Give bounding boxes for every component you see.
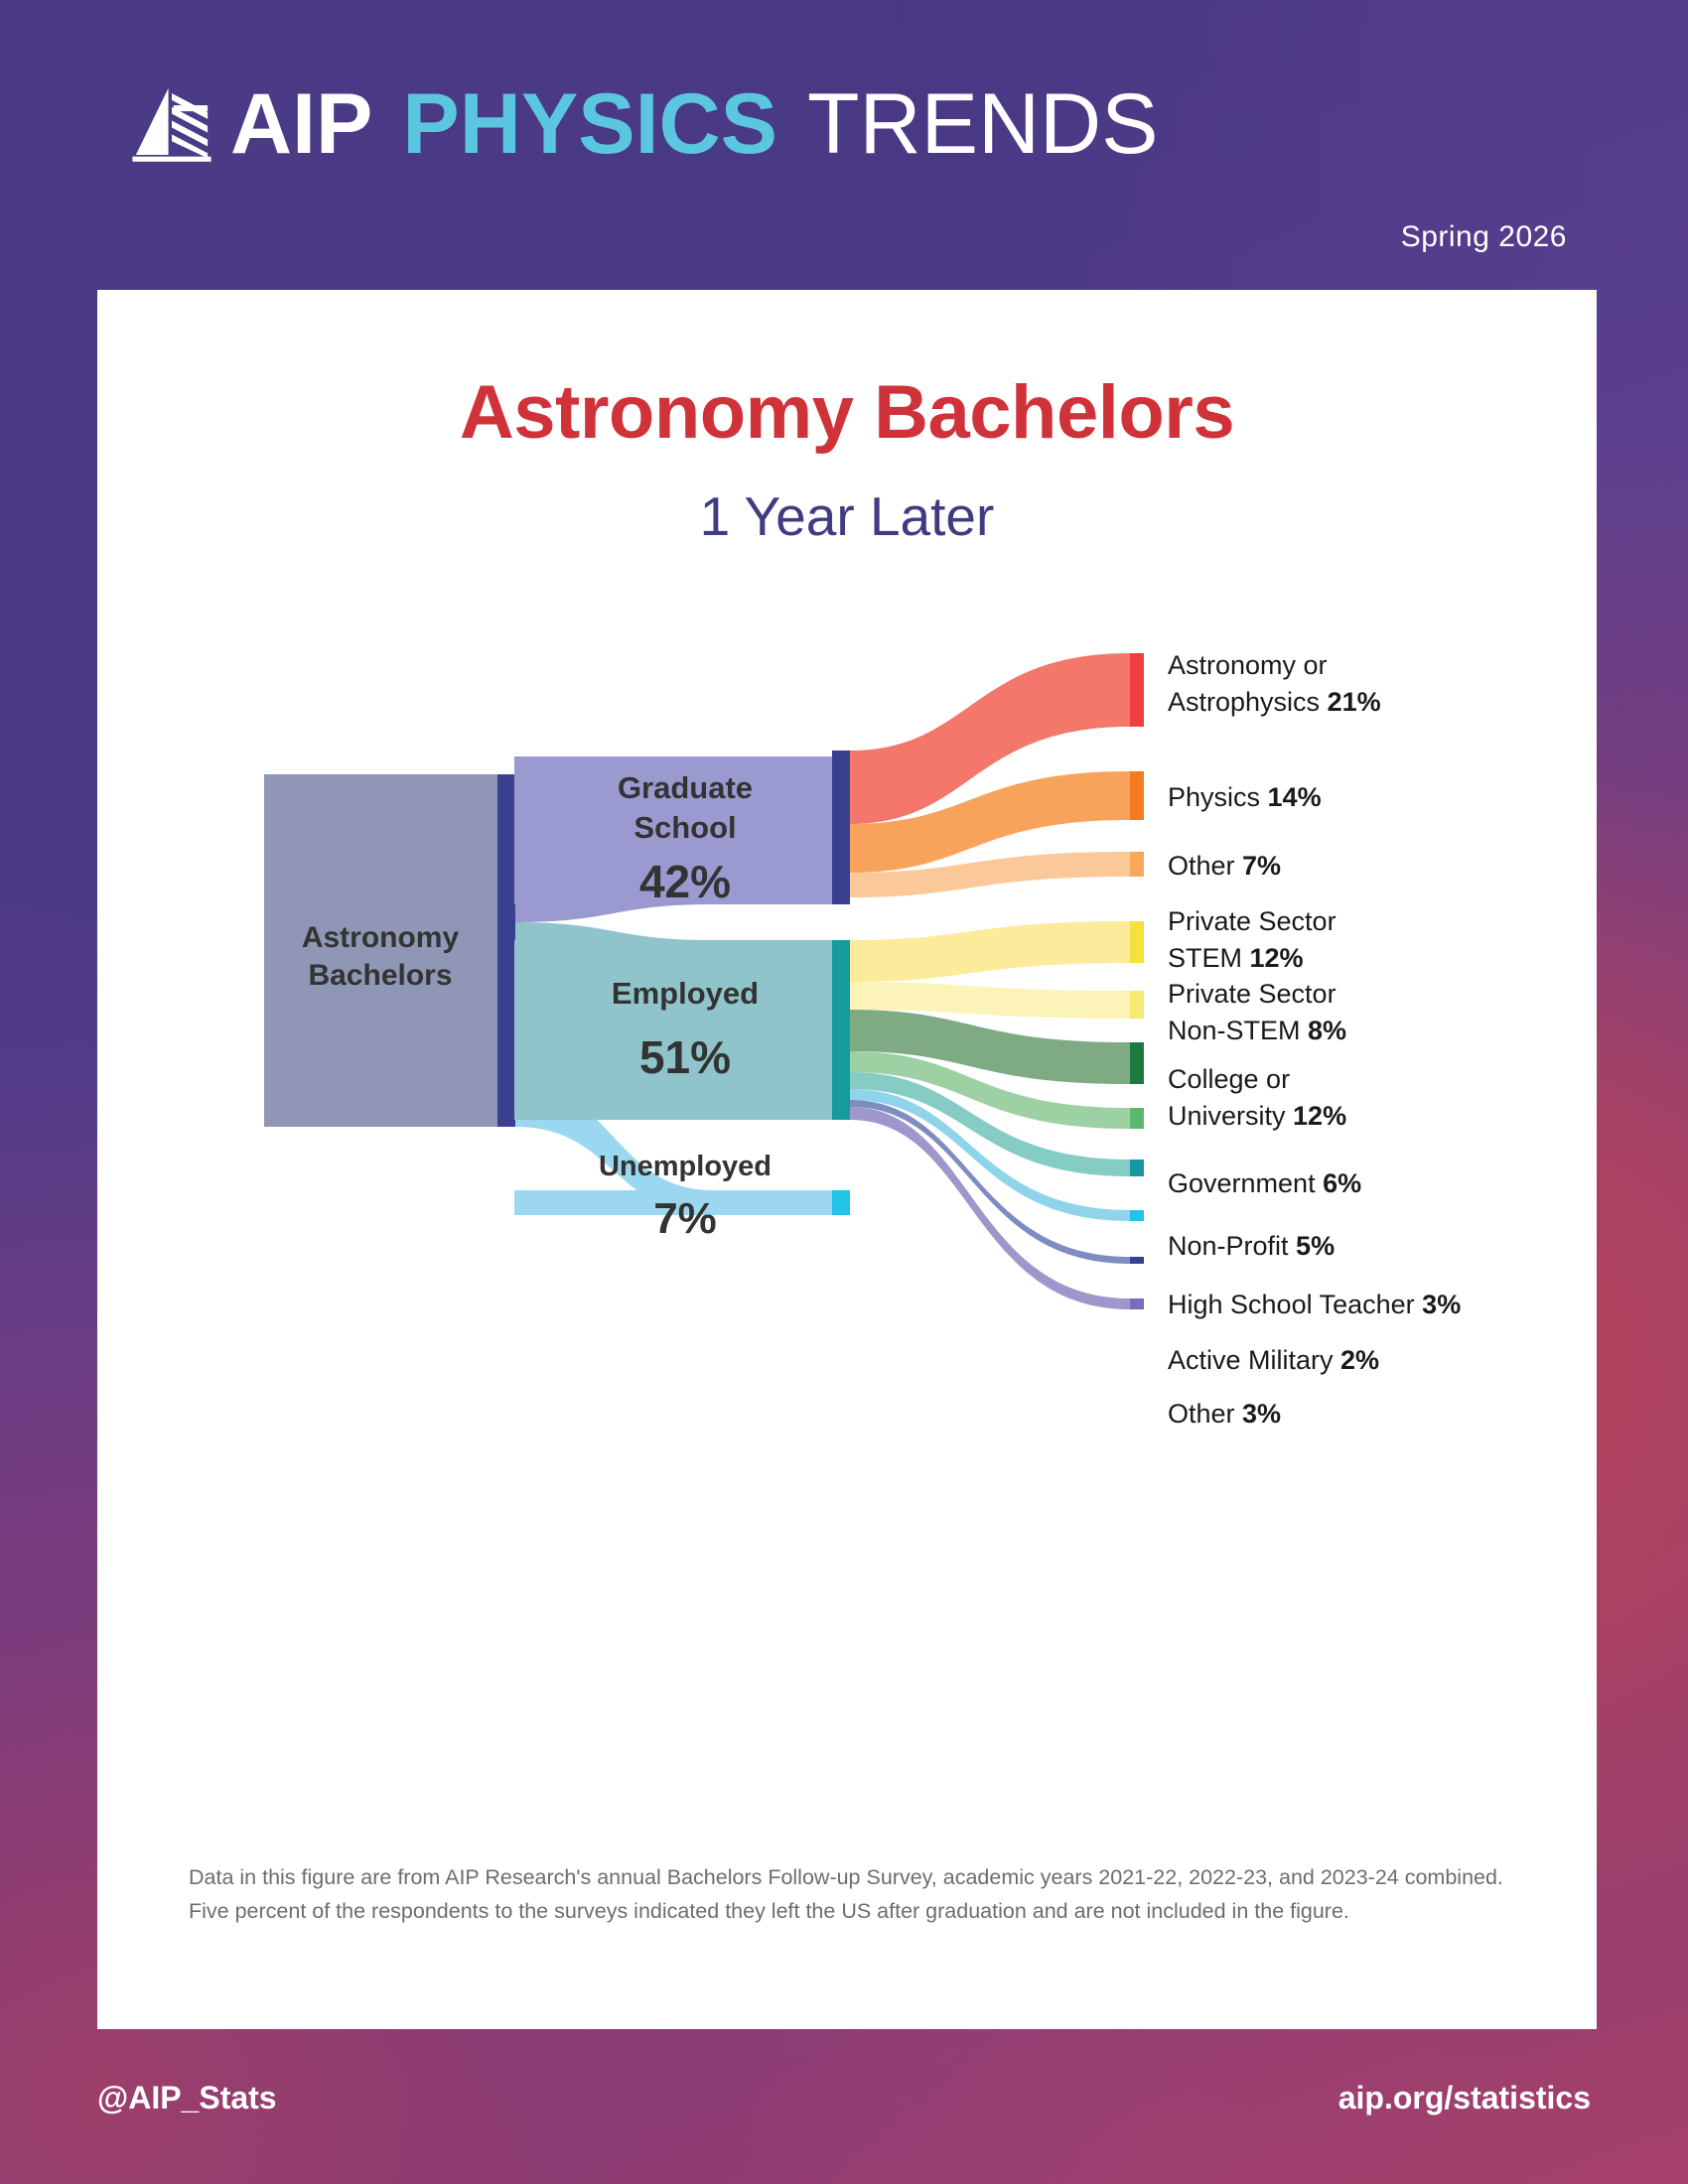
source-node-bar bbox=[497, 774, 515, 1127]
svg-text:Active Military 2%: Active Military 2% bbox=[1168, 1345, 1380, 1375]
outcome-bar-private-sector-stem bbox=[1130, 921, 1144, 963]
page-subtitle: 1 Year Later bbox=[699, 485, 995, 547]
page-title: Astronomy Bachelors bbox=[459, 370, 1235, 455]
outcome-bar-employed-other bbox=[1130, 1298, 1144, 1309]
employed-label-line1: Employed bbox=[611, 976, 760, 1011]
unemployed-node-bar bbox=[832, 1190, 850, 1215]
outcome-bar-private-sector-non-stem bbox=[1130, 991, 1144, 1019]
grad-school-pct: 42% bbox=[638, 856, 732, 907]
unemployed-pct: 7% bbox=[653, 1194, 717, 1243]
svg-text:Astrophysics 21%: Astrophysics 21% bbox=[1168, 687, 1381, 717]
svg-text:Astronomy or: Astronomy or bbox=[1168, 650, 1328, 680]
source-label-line2: Bachelors bbox=[308, 959, 453, 992]
outcome-bar-college-or-university bbox=[1130, 1042, 1144, 1084]
svg-text:Non-STEM 8%: Non-STEM 8% bbox=[1168, 1016, 1347, 1045]
source-label-line1: Astronomy bbox=[301, 921, 460, 954]
svg-text:STEM 12%: STEM 12% bbox=[1168, 943, 1304, 973]
employed-pct: 51% bbox=[638, 1031, 732, 1083]
outcome-label-college-or-university bbox=[1168, 1064, 1346, 1131]
website-link[interactable]: aip.org/statistics bbox=[1337, 2080, 1591, 2116]
grad-school-label-line1: Graduate bbox=[617, 770, 754, 805]
svg-text:Private Sector: Private Sector bbox=[1168, 906, 1336, 936]
svg-text:High School Teacher 3%: High School Teacher 3% bbox=[1168, 1290, 1462, 1319]
svg-text:College or: College or bbox=[1168, 1064, 1291, 1094]
unemployed-label-line1: Unemployed bbox=[598, 1151, 773, 1182]
outcome-label-active-military bbox=[1168, 1345, 1379, 1375]
brand-aip: AIP bbox=[230, 76, 373, 172]
chart-footnote: Data in this figure are from AIP Research's annual Bachelors Follow-up Survey, academic years 2021-22, 2022-23, and 2023-24 combined. Five percent of the respondents to the surveys indicated they left the US after graduation and are not included in the figure. bbox=[189, 1865, 1503, 1923]
content-card bbox=[97, 290, 1597, 2029]
outcome-label-grad-other bbox=[1168, 851, 1281, 881]
sankey-chart bbox=[97, 617, 1597, 1769]
outcome-label-physics bbox=[1168, 782, 1322, 812]
issue-label: Spring 2026 bbox=[1400, 220, 1567, 253]
svg-text:Other 3%: Other 3% bbox=[1168, 1399, 1282, 1429]
outcome-label-private-sector-non-stem bbox=[1168, 979, 1346, 1045]
outcome-label-high-school-teacher bbox=[1168, 1290, 1461, 1319]
employed-node-bar bbox=[832, 940, 850, 1120]
svg-text:Government 6%: Government 6% bbox=[1168, 1168, 1362, 1198]
brand-trends: TRENDS bbox=[806, 76, 1159, 172]
outcome-bar-active-military bbox=[1130, 1257, 1144, 1264]
poster-header bbox=[0, 0, 1688, 288]
sankey-svg bbox=[97, 617, 1597, 1769]
brand-lockup bbox=[129, 76, 1159, 172]
outcome-label-government bbox=[1168, 1168, 1361, 1198]
outcome-bar-non-profit bbox=[1130, 1160, 1144, 1176]
outcome-label-astronomy-astrophysics bbox=[1168, 650, 1381, 717]
svg-text:Non-Profit 5%: Non-Profit 5% bbox=[1168, 1231, 1336, 1261]
svg-text:University 12%: University 12% bbox=[1168, 1101, 1347, 1131]
outcome-bar-government bbox=[1130, 1108, 1144, 1129]
employed-node-band bbox=[514, 940, 832, 1120]
outcome-bar-high-school-teacher bbox=[1130, 1210, 1144, 1221]
aip-logo-icon bbox=[129, 81, 214, 167]
social-handle[interactable]: @AIP_Stats bbox=[97, 2080, 277, 2116]
outcome-bar-grad-other bbox=[1130, 852, 1144, 877]
outcome-bar-physics bbox=[1130, 771, 1144, 820]
link-employed-private-stem bbox=[850, 921, 1130, 982]
outcome-label-employed-other bbox=[1168, 1399, 1281, 1429]
grad-school-label-line2: School bbox=[633, 810, 737, 845]
outcome-bar-astronomy-astrophysics bbox=[1130, 653, 1144, 727]
svg-text:Private Sector: Private Sector bbox=[1168, 979, 1336, 1009]
outcome-label-private-sector-stem bbox=[1168, 906, 1336, 973]
svg-text:Other 7%: Other 7% bbox=[1168, 851, 1282, 881]
brand-physics: PHYSICS bbox=[402, 76, 777, 172]
grad-school-node-bar bbox=[832, 751, 850, 904]
svg-text:Physics 14%: Physics 14% bbox=[1168, 782, 1322, 812]
outcome-label-non-profit bbox=[1168, 1231, 1335, 1261]
